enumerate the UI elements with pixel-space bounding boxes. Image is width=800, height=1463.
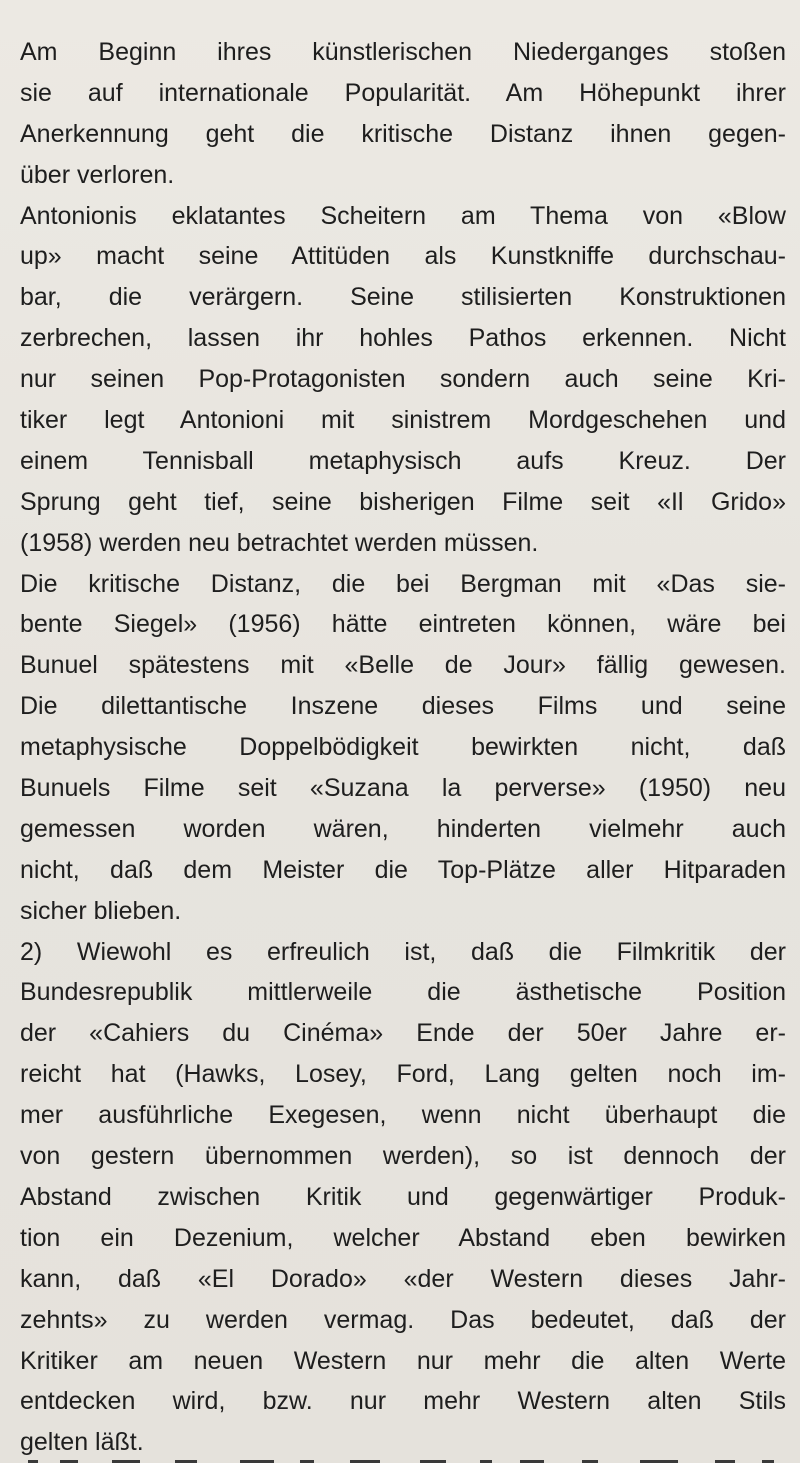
text-line: Bunuels Filme seit «Suzana la perverse» (1950) neu [20, 774, 786, 803]
paragraph [20, 32, 786, 196]
text-line: sie auf internationale Popularität. Am Höhepunkt ihrer [20, 78, 786, 107]
text-line: tion ein Dezenium, welcher Abstand eben bewirken [20, 1223, 786, 1252]
text-line: gemessen worden wären, hinderten vielmehr auch [20, 814, 786, 843]
text-line: 2) Wiewohl es erfreulich ist, daß die Filmkritik der [20, 937, 786, 966]
text-line: metaphysische Doppelbödigkeit bewirkten nicht, daß [20, 733, 786, 762]
text-line: über verloren. [20, 160, 175, 189]
text-line: nicht, daß dem Meister die Top-Plätze aller Hitparaden [20, 855, 786, 884]
text-line: tiker legt Antonioni mit sinistrem Mordgeschehen und [20, 406, 786, 435]
text-line: nur seinen Pop-Protagonisten sondern auch seine Kri- [20, 365, 786, 394]
text-line: Sprung geht tief, seine bisherigen Filme seit «Il Grido» [20, 487, 786, 516]
text-line: von gestern übernommen werden), so ist dennoch der [20, 1142, 786, 1171]
text-line: sicher blieben. [20, 896, 182, 925]
text-line: (1958) werden neu betrachtet werden müssen. [20, 528, 539, 557]
text-line: Die dilettantische Inszene dieses Films und seine [20, 692, 786, 721]
text-line: mer ausführliche Exegesen, wenn nicht überhaupt die [20, 1101, 786, 1130]
paragraph [20, 932, 786, 1463]
text-line: bente Siegel» (1956) hätte eintreten können, wäre bei [20, 610, 786, 639]
text-line: Die kritische Distanz, die bei Bergman mit «Das sie- [20, 569, 786, 598]
text-line: up» macht seine Attitüden als Kunstkniffe durchschau- [20, 242, 786, 271]
text-line: zehnts» zu werden vermag. Das bedeutet, daß der [20, 1305, 786, 1334]
text-line: Bundesrepublik mittlerweile die ästhetische Position [20, 978, 786, 1007]
text-line: der «Cahiers du Cinéma» Ende der 50er Jahre er- [20, 1019, 786, 1048]
text-line: Abstand zwischen Kritik und gegenwärtiger Produk- [20, 1182, 786, 1211]
text-line: Anerkennung geht die kritische Distanz ihnen gegen- [20, 119, 786, 148]
text-line: Am Beginn ihres künstlerischen Niederganges stoßen [20, 38, 786, 66]
text-line: gelten läßt. [20, 1428, 144, 1457]
text-line: kann, daß «El Dorado» «der Western dieses Jahr- [20, 1264, 786, 1293]
paragraph [20, 196, 786, 564]
text-line: Antonionis eklatantes Scheitern am Thema von «Blow [20, 201, 786, 230]
text-line: einem Tennisball metaphysisch aufs Kreuz. Der [20, 446, 786, 475]
text-line: entdecken wird, bzw. nur mehr Western alten Stils [20, 1387, 786, 1416]
body-text [20, 32, 786, 1463]
text-line: zerbrechen, lassen ihr hohles Pathos erkennen. Nicht [20, 324, 786, 353]
text-line: Kritiker am neuen Western nur mehr die alten Werte [20, 1346, 786, 1375]
cut-off-next-line [0, 1452, 800, 1463]
text-line: Bunuel spätestens mit «Belle de Jour» fällig gewesen. [20, 651, 786, 680]
paragraph [20, 564, 786, 932]
text-line: reicht hat (Hawks, Losey, Ford, Lang gelten noch im- [20, 1060, 786, 1089]
text-line: bar, die verärgern. Seine stilisierten Konstruktionen [20, 283, 786, 312]
